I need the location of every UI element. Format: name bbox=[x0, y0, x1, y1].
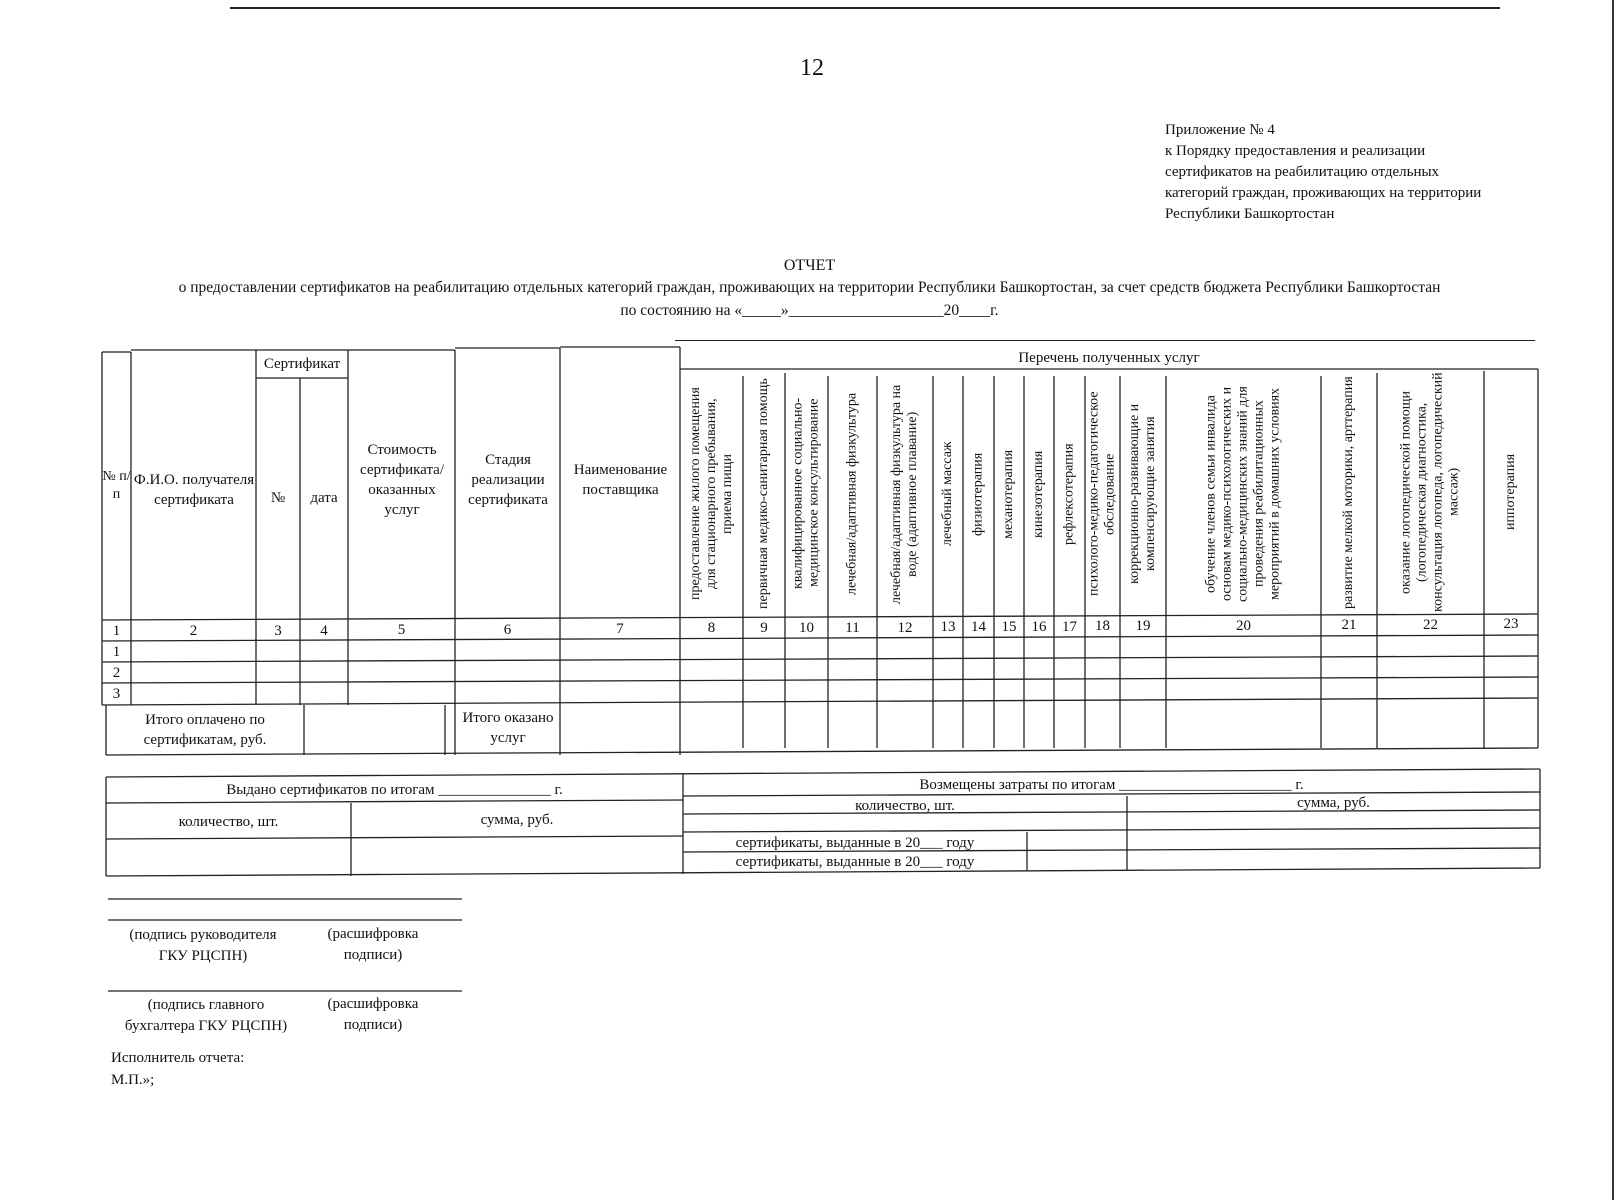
service-header-16: иппотерапия bbox=[1503, 453, 1518, 531]
service-header-14: развитие мелкой моторики, арттерапия bbox=[1341, 376, 1356, 610]
reimbursed-sum-label: сумма, руб. bbox=[1297, 795, 1370, 811]
report-title: ОТЧЕТ bbox=[783, 257, 836, 274]
column-number: 11 bbox=[845, 620, 860, 636]
accountant-decode-label: (расшифровка подписи) bbox=[327, 996, 419, 1033]
service-header-6: лечебный массаж bbox=[940, 441, 955, 547]
service-header-8: механотерапия bbox=[1001, 449, 1016, 539]
page-number: 12 bbox=[800, 55, 824, 81]
issued-header: Выдано сертификатов по итогам _______________ г. bbox=[226, 782, 563, 798]
service-header-9: кинезотерапия bbox=[1031, 450, 1046, 538]
certs-year-row-1: сертификаты, выданные в 20___ году bbox=[735, 835, 975, 851]
col-header-cert-number: № bbox=[270, 490, 286, 506]
row-number: 3 bbox=[112, 686, 121, 702]
reimbursed-header: Возмещены затраты по итогам _______________________ г. bbox=[919, 777, 1304, 793]
col-header-services: Перечень полученных услуг bbox=[1018, 350, 1200, 366]
column-number: 7 bbox=[616, 621, 624, 637]
column-number: 22 bbox=[1423, 617, 1438, 633]
column-number: 17 bbox=[1062, 619, 1077, 635]
column-number: 2 bbox=[189, 623, 198, 639]
service-header-1: предоставление жилого помещения для стационарного пребывания, приема пищи bbox=[688, 387, 735, 601]
column-number: 16 bbox=[1031, 619, 1047, 635]
row-number: 1 bbox=[112, 644, 121, 660]
column-number: 6 bbox=[503, 622, 512, 638]
col-header-num: № п/п bbox=[102, 469, 131, 502]
row-number: 2 bbox=[112, 665, 121, 681]
service-header-12: коррекционно-развивающие и компенсирующие занятия bbox=[1127, 403, 1158, 585]
column-number: 3 bbox=[274, 623, 282, 639]
column-number: 8 bbox=[707, 620, 716, 636]
issued-qty-label: количество, шт. bbox=[178, 814, 279, 830]
service-header-4: лечебная/адаптивная физкультура bbox=[844, 392, 860, 596]
col-header-supplier: Наименование поставщика bbox=[573, 462, 668, 498]
annex-line: Республики Башкортостан bbox=[1165, 206, 1335, 222]
service-header-13: обучение членов семьи инвалида основам медико-психологических и социально-медицинских знаний для проведения реабилитационных мероприятий в домашних условиях bbox=[1203, 386, 1283, 602]
column-number: 14 bbox=[971, 619, 986, 635]
certs-year-row-2: сертификаты, выданные в 20___ году bbox=[735, 854, 975, 870]
reimbursed-qty-label: количество, шт. bbox=[855, 798, 955, 814]
annex-line: Приложение № 4 bbox=[1165, 122, 1275, 138]
head-decode-label: (расшифровка подписи) bbox=[327, 926, 419, 963]
annex-line: категорий граждан, проживающих на территории bbox=[1165, 185, 1482, 201]
column-number: 13 bbox=[940, 619, 956, 635]
total-paid-label: Итого оплачено по сертификатам, руб. bbox=[143, 712, 267, 748]
report-subtitle: о предоставлении сертификатов на реабилитацию отдельных категорий граждан, проживающих на территории Республики Башкортостан, за счет средств бюджета Республики Башкортостан bbox=[178, 279, 1441, 296]
issued-sum-label: сумма, руб. bbox=[480, 812, 554, 828]
service-header-7: физиотерапия bbox=[970, 452, 986, 536]
col-header-fio: Ф.И.О. получателя сертификата bbox=[133, 472, 255, 508]
column-number: 23 bbox=[1503, 616, 1519, 632]
accountant-signature-label: (подпись главного бухгалтера ГКУ РЦСПН) bbox=[124, 997, 288, 1034]
executor-label: Исполнитель отчета: bbox=[111, 1050, 245, 1066]
column-number: 10 bbox=[799, 620, 814, 636]
column-number: 9 bbox=[760, 620, 768, 636]
service-header-5: лечебная/адаптивная физкультура на воде (адаптивное плавание) bbox=[889, 384, 920, 604]
col-header-cost: Стоимость сертификата/ оказанных услуг bbox=[359, 442, 445, 518]
col-header-stage: Стадия реализации сертификата bbox=[468, 452, 548, 508]
col-header-certificate: Сертификат bbox=[263, 356, 341, 372]
service-header-10: рефлексотерапия bbox=[1061, 443, 1077, 545]
service-header-3: квалифицированное социально-медицинское консультирование bbox=[790, 397, 822, 589]
column-number: 18 bbox=[1095, 618, 1110, 634]
annex-line: к Порядку предоставления и реализации bbox=[1165, 143, 1426, 159]
column-number: 15 bbox=[1001, 619, 1017, 635]
service-header-15: оказание логопедической помощи (логопедическая диагностика, консультация логопеда, логопедический массаж) bbox=[1398, 372, 1462, 612]
column-number: 12 bbox=[897, 620, 913, 636]
column-number: 21 bbox=[1341, 617, 1357, 633]
column-number: 19 bbox=[1135, 618, 1151, 634]
col-header-cert-date: дата bbox=[310, 490, 338, 506]
service-header-11: психолого-медико-педагогическое обследование bbox=[1086, 391, 1118, 597]
service-header-2: первичная медико-санитарная помощь bbox=[756, 378, 771, 610]
column-number: 1 bbox=[112, 623, 121, 639]
stamp-label: М.П.»; bbox=[111, 1072, 155, 1088]
annex-line: сертификатов на реабилитацию отдельных bbox=[1165, 164, 1440, 180]
column-number: 20 bbox=[1236, 618, 1251, 634]
report-date-line: по состоянию на «_____»____________________20____г. bbox=[620, 302, 999, 319]
column-number: 4 bbox=[320, 623, 328, 639]
head-signature-label: (подпись руководителя ГКУ РЦСПН) bbox=[129, 927, 277, 964]
total-services-label: Итого оказано услуг bbox=[462, 710, 554, 746]
column-number: 5 bbox=[397, 622, 406, 638]
